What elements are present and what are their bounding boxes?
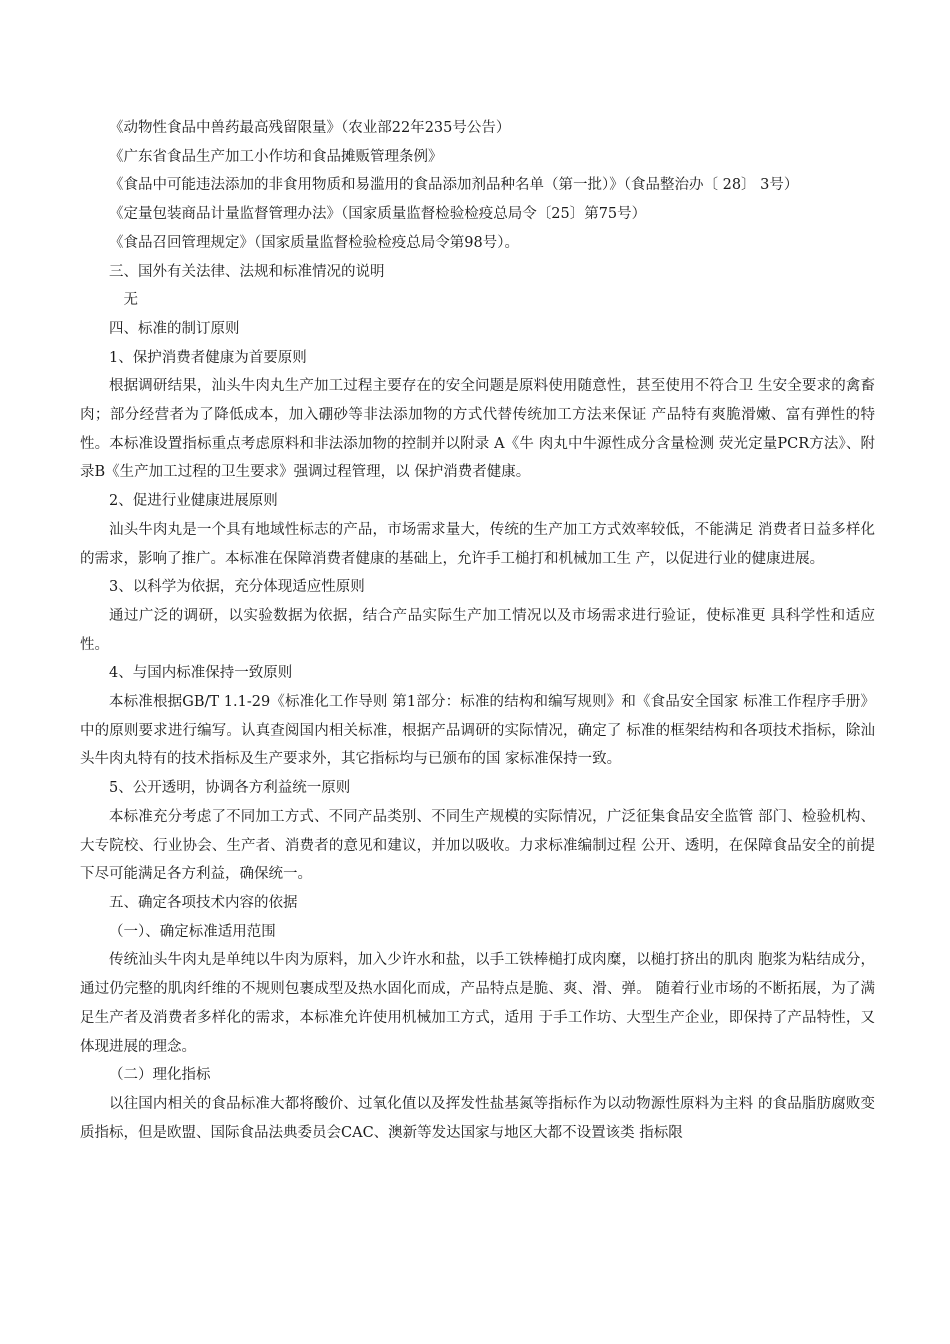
reference-item: 《广东省食品生产加工小作坊和食品摊贩管理条例》 xyxy=(109,148,443,165)
section-heading: 三、国外有关法律、法规和标准情况的说明 xyxy=(109,263,385,280)
section-heading: 四、标准的制订原则 xyxy=(109,320,240,337)
body-paragraph: 汕头牛肉丸是一个具有地域性标志的产品，市场需求量大，传统的生产加工方式效率较低，不能满足 消费者日益多样化的需求，影响了推广。本标准在保障消费者健康的基础上，允许手工槌打和机械加工生 产，以促进行业的健康进展。 xyxy=(80,521,875,567)
body-paragraph: 本标准根据GB/T 1.1-29《标准化工作导则 第1部分：标准的结构和编写规则》和《食品安全国家 标准工作程序手册》中的原则要求进行编写。认真查阅国内相关标准，根据产品调研的实际情况，确定了 标准的框架结构和各项技术指标，除汕头牛肉丸特有的技术指标及生产要求外，其它指标均与已颁布的国 家标准保持一致。 xyxy=(80,694,875,768)
subsection-heading: 1、保护消费者健康为首要原则 xyxy=(109,349,307,366)
body-paragraph: 通过广泛的调研，以实验数据为依据，结合产品实际生产加工情况以及市场需求进行验证，使标准更 具科学性和适应性。 xyxy=(80,607,875,653)
reference-item: 《动物性食品中兽药最高残留限量》（农业部22年235号公告） xyxy=(109,120,511,136)
body-paragraph: 传统汕头牛肉丸是单纯以牛肉为原料，加入少许水和盐，以手工铁棒槌打成肉糜，以槌打挤出的肌肉 胞浆为粘结成分，通过仍完整的肌肉纤维的不规则包裹成型及热水固化而成，产品特点是脆、爽、滑、弹。 随着行业市场的不断拓展，为了满足生产者及消费者多样化的需求，本标准允许使用机械加工方式，适用 于手工作坊、大型生产企业，即保持了产品特性，又体现进展的理念。 xyxy=(80,952,875,1055)
subsection-heading: （一）、确定标准适用范围 xyxy=(109,923,276,940)
subsection-heading: 2、促进行业健康进展原则 xyxy=(109,493,278,510)
reference-item: 《食品召回管理规定》（国家质量监督检验检疫总局令第98号）。 xyxy=(109,234,519,251)
document-page xyxy=(80,114,875,1147)
reference-item: 《食品中可能违法添加的非食用物质和易滥用的食品添加剂品种名单（第一批）》（食品整治办〔 28〕 3号） xyxy=(109,177,799,194)
body-text: 无 xyxy=(123,292,138,309)
subsection-heading: （二）理化指标 xyxy=(109,1067,211,1084)
section-heading: 五、确定各项技术内容的依据 xyxy=(109,894,298,911)
subsection-heading: 5、公开透明，协调各方利益统一原则 xyxy=(109,780,351,797)
body-paragraph: 根据调研结果，汕头牛肉丸生产加工过程主要存在的安全问题是原料使用随意性，甚至使用不符合卫 生安全要求的禽畜肉；部分经营者为了降低成本，加入硼砂等非法添加物的方式代替传统加工方法来保证 产品特有爽脆滑嫩、富有弹性的特性。本标准设置指标重点考虑原料和非法添加物的控制并以附录 A《牛 肉丸中牛源性成分含量检测 荧光定量PCR方法》、附录B《生产加工过程的卫生要求》强调过程管理，以 保护消费者健康。 xyxy=(80,378,875,481)
body-paragraph: 本标准充分考虑了不同加工方式、不同产品类别、不同生产规模的实际情况，广泛征集食品安全监管 部门、检验机构、大专院校、行业协会、生产者、消费者的意见和建议，并加以吸收。力求标准编制过程 公开、透明，在保障食品安全的前提下尽可能满足各方利益，确保统一。 xyxy=(80,808,875,883)
body-paragraph: 以往国内相关的食品标准大都将酸价、过氧化值以及挥发性盐基氮等指标作为以动物源性原料为主料 的食品脂肪腐败变质指标，但是欧盟、国际食品法典委员会CAC、澳新等发达国家与地区大都不设置该类 指标限 xyxy=(80,1095,875,1141)
reference-item: 《定量包装商品计量监督管理办法》（国家质量监督检验检疫总局令〔25〕第75号） xyxy=(109,206,647,223)
subsection-heading: 3、以科学为依据，充分体现适应性原则 xyxy=(109,579,365,596)
subsection-heading: 4、与国内标准保持一致原则 xyxy=(109,665,293,682)
